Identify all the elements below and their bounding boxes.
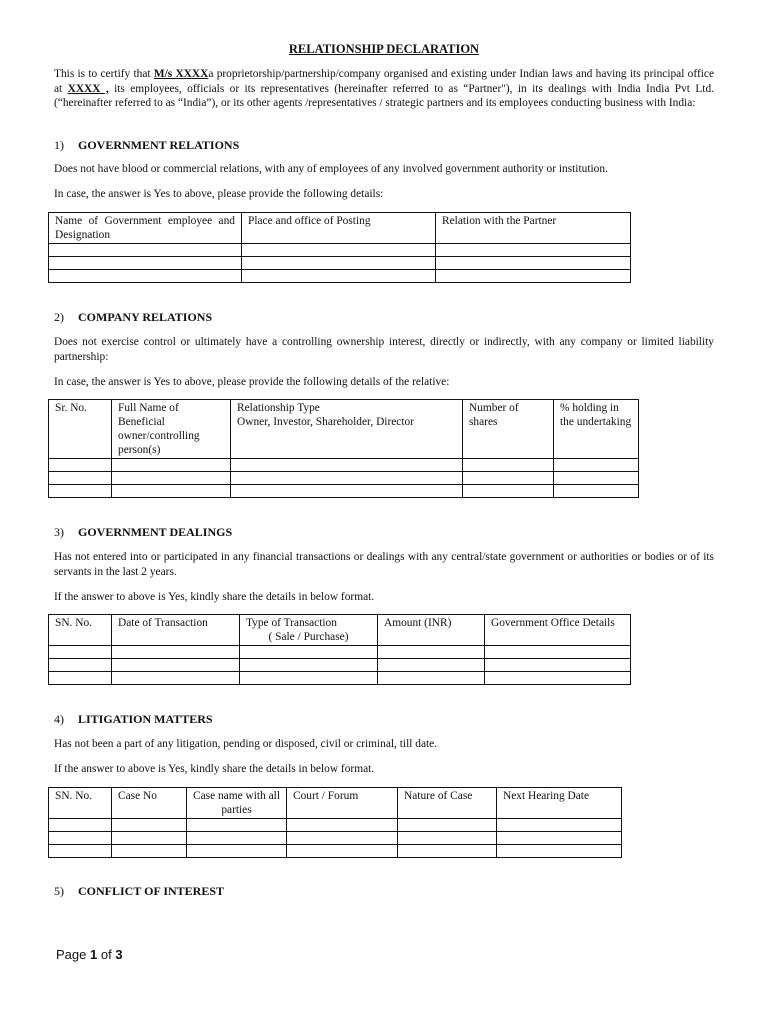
relationship-type-options: Owner, Investor, Shareholder, Director [237,416,415,428]
section-3-heading [54,525,232,540]
table-cell[interactable] [231,485,463,498]
intro-text-end: its employees, officials or its representatives (hereinafter referred to as “Partner"), in its dealings with India India Pvt Ltd. (“hereinafter referred to as “India”), or its other agents /representatives / strategic partners and its employees conducting business with India: [54,82,714,109]
table-cell[interactable] [187,845,287,858]
table-cell[interactable] [187,832,287,845]
table-cell[interactable] [49,659,112,672]
table-cell[interactable] [112,472,231,485]
table-cell[interactable] [49,832,112,845]
section-1-heading [54,138,239,153]
column-header: Amount (INR) [378,615,485,646]
table-cell[interactable] [242,244,436,257]
section-4-heading [54,712,213,727]
section-4-instruction: If the answer to above is Yes, kindly share the details in below format. [54,763,375,775]
table-cell[interactable] [287,819,398,832]
table-cell[interactable] [49,244,242,257]
column-header: Next Hearing Date [497,788,622,819]
table-cell[interactable] [554,485,639,498]
column-header: Court / Forum [287,788,398,819]
table-cell[interactable] [398,819,497,832]
table-row [49,270,631,283]
table-cell[interactable] [112,672,240,685]
table-cell[interactable] [497,832,622,845]
table-cell[interactable] [240,672,378,685]
section-4-title: LITIGATION MATTERS [78,712,213,726]
transaction-type-options: ( Sale / Purchase) [268,631,349,643]
table-row [49,672,631,685]
table-cell[interactable] [49,459,112,472]
section-2-number: 2) [54,310,64,324]
table-cell[interactable] [485,672,631,685]
government-relations-table [48,212,631,283]
column-header: Full Name of Beneficial owner/controlling person(s) [112,400,231,459]
government-dealings-table [48,614,631,685]
section-5-heading [54,884,224,899]
table-cell[interactable] [49,819,112,832]
section-1-number: 1) [54,138,64,152]
section-5-number: 5) [54,884,64,898]
section-2-instruction: In case, the answer is Yes to above, please provide the following details of the relative: [54,376,450,388]
table-cell[interactable] [554,459,639,472]
of-word: of [100,947,112,962]
section-5-title: CONFLICT OF INTEREST [78,884,225,898]
column-header: Relation with the Partner [436,213,631,244]
table-cell[interactable] [436,270,631,283]
table-cell[interactable] [112,485,231,498]
company-name: M/s XXXX [153,68,209,80]
table-cell[interactable] [240,646,378,659]
section-4-number: 4) [54,712,64,726]
column-header: Date of Transaction [112,615,240,646]
table-row [49,832,622,845]
table-cell[interactable] [49,485,112,498]
table-header-row [49,213,631,244]
column-header: Nature of Case [398,788,497,819]
column-header [240,615,378,646]
table-cell[interactable] [378,646,485,659]
table-cell[interactable] [49,646,112,659]
table-cell[interactable] [554,472,639,485]
table-header-row [49,615,631,646]
table-cell[interactable] [49,472,112,485]
transaction-type-label: Type of Transaction [246,617,337,629]
table-cell[interactable] [497,819,622,832]
table-cell[interactable] [49,672,112,685]
table-row [49,819,622,832]
table-cell[interactable] [112,819,187,832]
page-number [56,947,123,962]
column-header: Case No [112,788,187,819]
table-cell[interactable] [463,472,554,485]
table-cell[interactable] [231,459,463,472]
total-pages: 3 [115,947,123,962]
table-cell[interactable] [378,672,485,685]
section-2-heading [54,310,212,325]
column-header: Name of Government employee and Designation [49,213,242,244]
table-cell[interactable] [287,832,398,845]
table-cell[interactable] [49,270,242,283]
section-2-statement: Does not exercise control or ultimately have a controlling ownership interest, directly or indirectly, with any company or limited liability partnership: [54,336,714,363]
column-header: Place and office of Posting [242,213,436,244]
table-cell[interactable] [463,485,554,498]
current-page: 1 [90,947,98,962]
column-header: Sr. No. [49,400,112,459]
table-row [49,646,631,659]
table-cell[interactable] [112,459,231,472]
intro-text-start: This is to certify that [54,68,154,80]
litigation-matters-table [48,787,622,858]
table-cell[interactable] [463,459,554,472]
column-header: SN. No. [49,788,112,819]
table-header-row [49,788,622,819]
table-cell[interactable] [242,270,436,283]
table-cell[interactable] [187,819,287,832]
page-word: Page [56,947,87,962]
table-cell[interactable] [231,472,463,485]
table-row [49,845,622,858]
document-title: RELATIONSHIP DECLARATION [288,42,480,56]
table-cell[interactable] [112,845,187,858]
column-header: Case name with all parties [187,788,287,819]
table-cell[interactable] [112,659,240,672]
company-relations-table [48,399,639,498]
table-cell[interactable] [49,845,112,858]
column-header: SN. No. [49,615,112,646]
table-row [49,257,631,270]
table-cell[interactable] [485,659,631,672]
section-3-number: 3) [54,525,64,539]
table-cell[interactable] [49,257,242,270]
table-cell[interactable] [497,845,622,858]
table-row [49,659,631,672]
table-cell[interactable] [287,845,398,858]
section-1-title: GOVERNMENT RELATIONS [78,138,240,152]
section-3-title: GOVERNMENT DEALINGS [78,525,233,539]
table-cell[interactable] [112,832,187,845]
column-header [231,400,463,459]
table-cell[interactable] [112,646,240,659]
section-3-instruction: If the answer to above is Yes, kindly share the details in below format. [54,591,375,603]
relationship-type-label: Relationship Type [237,402,320,414]
table-row [49,485,639,498]
table-cell[interactable] [436,257,631,270]
table-row [49,459,639,472]
section-2-title: COMPANY RELATIONS [78,310,213,324]
section-4-statement: Has not been a part of any litigation, pending or disposed, civil or criminal, till date. [54,738,438,750]
table-header-row [49,400,639,459]
table-row [49,244,631,257]
column-header: Government Office Details [485,615,631,646]
office-place: XXXX , [67,82,109,95]
table-row [49,472,639,485]
table-cell[interactable] [242,257,436,270]
column-header: % holding in the undertaking [554,400,639,459]
table-cell[interactable] [378,659,485,672]
section-1-instruction: In case, the answer is Yes to above, please provide the following details: [54,188,384,200]
table-cell[interactable] [398,832,497,845]
section-3-statement: Has not entered into or participated in any financial transactions or dealings with any central/state government or authorities or bodies or of its servants in the last 2 years. [54,551,714,578]
intro-text-middle: a proprietorship/partnership/company organised and existing under Indian laws and having its principal office at [54,68,715,95]
table-cell[interactable] [240,659,378,672]
table-cell[interactable] [398,845,497,858]
column-header: Number of shares [463,400,554,459]
table-cell[interactable] [485,646,631,659]
intro-paragraph [54,67,714,111]
section-1-statement: Does not have blood or commercial relations, with any of employees of any involved government authority or institution. [54,163,608,175]
table-cell[interactable] [436,244,631,257]
